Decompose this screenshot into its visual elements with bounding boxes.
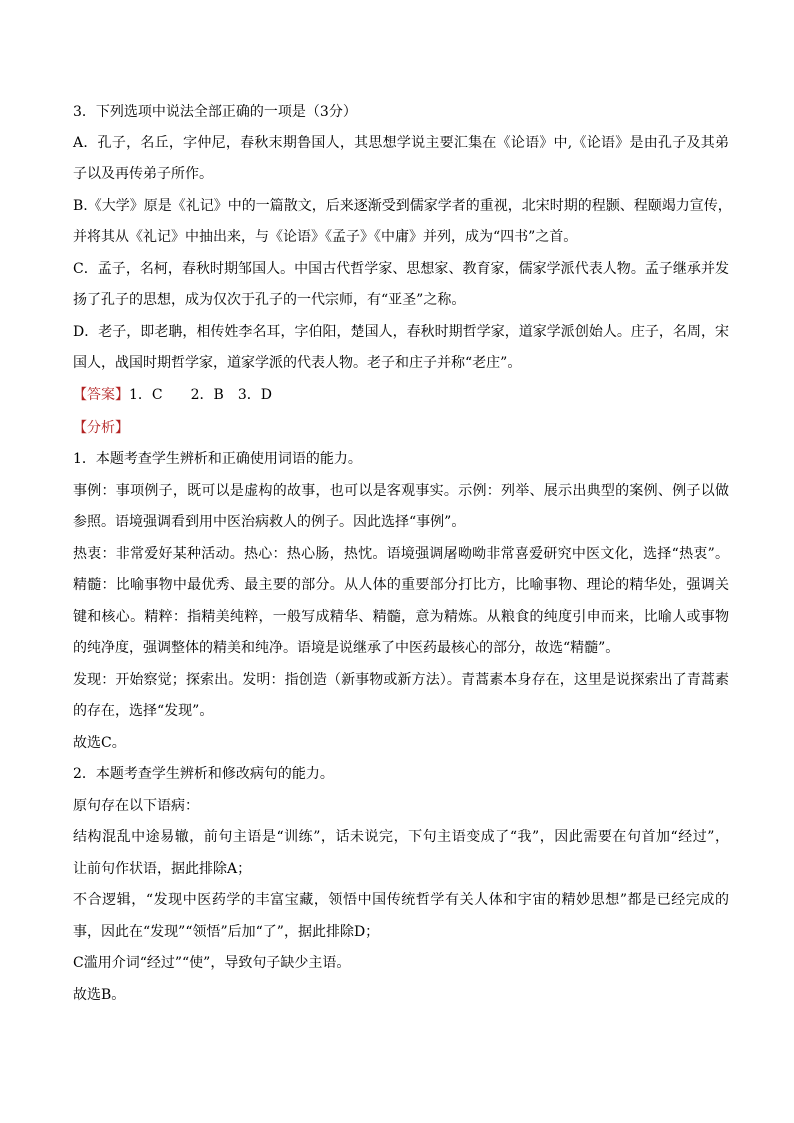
q1-analysis-line: 的存在，选择“发现”。 (73, 703, 214, 719)
answer-row (73, 387, 272, 403)
option-a-line-1: A．孔子，名丘，字仲尼，春秋末期鲁国人，其思想学说主要汇集在《论语》中,《论语》是由孔子及其弟 (73, 135, 729, 151)
q2-analysis-line: 不合逻辑，“发现中医药学的丰富宝藏，领悟中国传统哲学有关人体和宇宙的精妙思想”都是已经完成的 (73, 892, 729, 908)
q1-conclusion: 故选C。 (73, 735, 126, 751)
q2-analysis-line: C滥用介词“经过”“使”，导致句子缺少主语。 (73, 955, 351, 971)
q2-analysis-line: 结构混乱中途易辙，前句主语是“训练”，话未说完，下句主语变成了“我”，因此需要在句首加“经过”， (73, 829, 729, 845)
answer-text: 1．C 2．B 3．D (129, 387, 272, 403)
q2-analysis-line: 让前句作状语，据此排除A； (73, 861, 252, 877)
option-a-line-2: 子以及再传弟子所作。 (73, 166, 213, 182)
q1-analysis-line: 的纯净度，强调整体的精美和纯净。语境是说继承了中医药最核心的部分，故选“精髓”。 (73, 640, 620, 656)
q1-analysis-line: 热衷：非常爱好某种活动。热心：热心肠，热忱。语境强调屠呦呦非常喜爱研究中医文化，选择“热衷”。 (73, 546, 729, 562)
q2-conclusion: 故选B。 (73, 987, 126, 1003)
option-b-line-2: 并将其从《礼记》中抽出来，与《论语》《孟子》《中庸》并列，成为“四书”之首。 (73, 229, 578, 245)
q1-analysis-line: 参照。语境强调看到用中医治病救人的例子。因此选择“事例”。 (73, 514, 466, 530)
q2-analysis-title: 2．本题考查学生辨析和修改病句的能力。 (73, 766, 334, 782)
option-d-line-2: 国人，战国时期哲学家，道家学派的代表人物。老子和庄子并称“老庄”。 (73, 355, 522, 371)
option-c-line-2: 扬了孔子的思想，成为仅次于孔子的一代宗师，有“亚圣”之称。 (73, 292, 466, 308)
analysis-label: 【分析】 (73, 420, 129, 436)
q1-analysis-line: 精髓：比喻事物中最优秀、最主要的部分。从人体的重要部分打比方，比喻事物、理论的精华处，强调关 (73, 577, 729, 593)
question-stem: 3．下列选项中说法全部正确的一项是（3分） (73, 104, 357, 120)
q1-analysis-line: 事例：事项例子，既可以是虚构的故事，也可以是客观事实。示例：列举、展示出典型的案例、例子以做 (73, 483, 729, 499)
answer-label: 【答案】 (73, 387, 129, 403)
q2-analysis-line: 原句存在以下语病： (73, 798, 199, 814)
q1-analysis-line: 键和核心。精粹：指精美纯粹，一般写成精华、精髓，意为精炼。从粮食的纯度引申而来，比喻人或事物 (73, 609, 729, 625)
q2-analysis-line: 事，因此在“发现”“领悟”后加“了”，据此排除D； (73, 924, 380, 940)
option-b-line-1: B.《大学》原是《礼记》中的一篇散文，后来逐渐受到儒家学者的重视，北宋时期的程颢、程颐竭力宣传， (73, 198, 732, 214)
q1-analysis-line: 发现：开始察觉；探索出。发明：指创造（新事物或新方法）。青蒿素本身存在，这里是说探索出了青蒿素 (73, 672, 729, 688)
option-c-line-1: C．孟子，名柯，春秋时期邹国人。中国古代哲学家、思想家、教育家，儒家学派代表人物。孟子继承并发 (73, 261, 729, 277)
option-d-line-1: D．老子，即老聃，相传姓李名耳，字伯阳，楚国人，春秋时期哲学家，道家学派创始人。庄子，名周，宋 (73, 324, 729, 340)
q1-analysis-title: 1．本题考查学生辨析和正确使用词语的能力。 (73, 451, 362, 467)
